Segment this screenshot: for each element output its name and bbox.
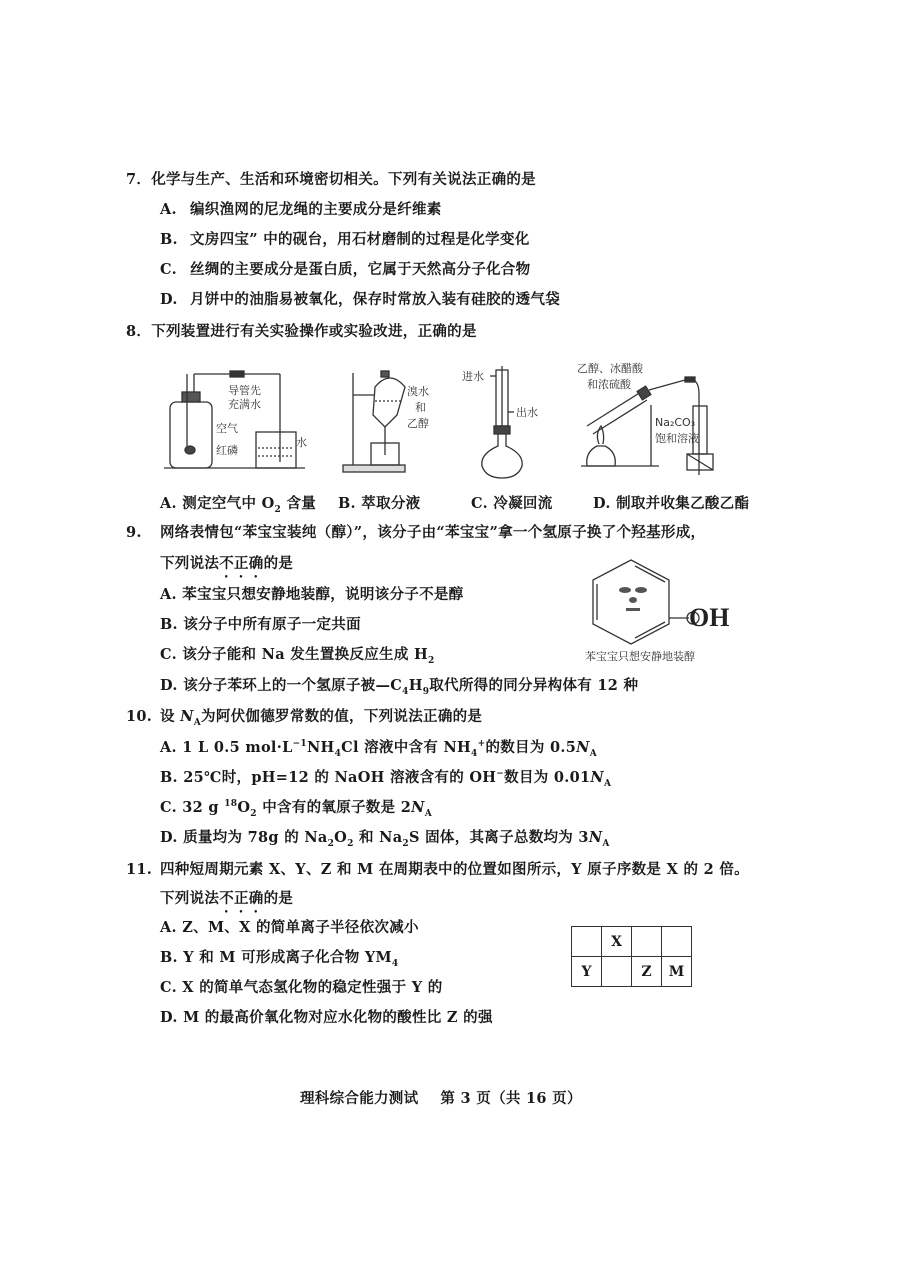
- emphasized-text: 不正确: [219, 555, 264, 572]
- stem-text: 四种短周期元素 X、Y、Z 和 M 在周期表中的位置如图所示，Y 原子序数是 X 的 2 倍。: [160, 861, 749, 878]
- option-text: 丝绸的主要成分是蛋白质，它属于天然高分子化合物: [190, 261, 531, 278]
- subscript: 2: [327, 838, 335, 849]
- q7-option-a: [160, 200, 442, 220]
- emphasized-text: 不正确: [219, 890, 264, 907]
- option-letter: B.: [160, 769, 178, 786]
- option-letter: C.: [160, 799, 177, 816]
- table-row: [572, 957, 692, 987]
- option-letter: B.: [160, 949, 178, 966]
- table-row: [572, 927, 692, 957]
- option-text: 数目为 0.01: [504, 769, 591, 786]
- stem-text: 的是: [263, 890, 294, 907]
- table-cell: [662, 927, 692, 957]
- option-text: 中含有的氧原子数是 2: [256, 799, 412, 816]
- q10-option-c: [160, 798, 432, 818]
- q9-stem: [126, 523, 705, 543]
- avogadro-symbol: N: [576, 739, 590, 756]
- diagram-b-separatory-funnel: [335, 365, 435, 477]
- option-text: 25℃时，pH=12 的 NaOH 溶液含有的 OH: [183, 769, 497, 786]
- label-c2: 出水: [516, 406, 538, 419]
- option-text: 编织渔网的尼龙绳的主要成分是纤维素: [190, 201, 442, 218]
- subscript: A: [603, 778, 612, 789]
- avogadro-symbol: N: [411, 799, 425, 816]
- option-text: 制取并收集乙酸乙酯: [616, 495, 750, 512]
- option-text: 苯宝宝只想安静地装醇，说明该分子不是醇: [182, 586, 464, 603]
- option-text: 质量均为 78g 的 Na: [183, 829, 328, 846]
- option-letter: D.: [160, 1009, 178, 1026]
- q8-option-a: [160, 494, 316, 514]
- label-a1: 导管先: [228, 384, 261, 397]
- q10-option-d: [160, 828, 610, 848]
- option-text: Y 和 M 可形成离子化合物 YM: [183, 949, 392, 966]
- q11-stem: [126, 860, 749, 880]
- option-text: 萃取分液: [361, 495, 421, 512]
- superscript: −1: [292, 739, 307, 750]
- oh-label: OH: [689, 603, 730, 632]
- question-number: 11.: [126, 861, 153, 878]
- diagram-a-oxygen-measurement: [160, 362, 310, 474]
- diagram-c-reflux-condenser: [460, 362, 550, 480]
- subscript: 4: [391, 958, 399, 969]
- option-text: Z、M、X 的简单离子半径依次减小: [182, 919, 419, 936]
- option-text: Cl 溶液中含有 NH: [341, 739, 472, 756]
- option-text: 月饼中的油脂易被氧化，保存时常放入装有硅胶的透气袋: [190, 291, 560, 308]
- q8-option-c: [471, 494, 553, 514]
- superscript: −: [496, 769, 505, 780]
- option-text: 1 L 0.5 mol·L: [182, 739, 293, 756]
- q10-option-b: [160, 768, 611, 788]
- table-cell: [572, 927, 602, 957]
- footer-page-number: 第 3 页（共 16 页）: [440, 1090, 582, 1107]
- option-text: H: [408, 677, 423, 694]
- option-text: 该分子苯环上的一个氢原子被—C: [183, 677, 403, 694]
- option-text: S 固体，其离子总数均为 3: [408, 829, 589, 846]
- option-text: 该分子能和 Na 发生置换反应生成 H: [182, 646, 428, 663]
- option-text: M 的最高价氧化物对应水化物的酸性比 Z 的强: [183, 1009, 493, 1026]
- subscript: A: [424, 808, 432, 819]
- question-number: 9.: [126, 524, 142, 541]
- superscript: 18: [224, 799, 238, 810]
- q11-option-c: [160, 978, 443, 998]
- option-text: 该分子中所有原子一定共面: [183, 616, 361, 633]
- option-letter: A.: [160, 739, 177, 756]
- option-letter: D.: [593, 495, 611, 512]
- subscript: A: [602, 838, 610, 849]
- periodic-table-fragment: [571, 926, 692, 987]
- q9-option-b: [160, 615, 361, 635]
- meme-face-icon: [619, 587, 647, 611]
- option-text: 文房四宝” 中的砚台，用石材磨制的过程是化学变化: [190, 231, 530, 248]
- option-text: O: [237, 799, 251, 816]
- subscript: 2: [347, 838, 354, 849]
- avogadro-symbol: N: [180, 708, 194, 725]
- option-letter: C.: [160, 979, 177, 996]
- table-cell: M: [662, 957, 692, 987]
- meme-caption: 苯宝宝只想安静地装醇: [585, 650, 695, 663]
- subscript: 4: [471, 748, 478, 759]
- avogadro-symbol: N: [588, 829, 603, 846]
- subscript: A: [589, 748, 597, 759]
- q7-stem: 7．化学与生产、生活和环境密切相关。下列有关说法正确的是: [126, 171, 536, 188]
- q7-option-c: [160, 260, 530, 280]
- option-letter: C.: [471, 495, 488, 512]
- option-letter: C.: [160, 261, 177, 278]
- q8-option-d: [593, 494, 749, 514]
- q8-option-b: [338, 494, 420, 514]
- table-cell: X: [602, 927, 632, 957]
- option-text: 测定空气中 O: [182, 495, 275, 512]
- q9-option-d: [160, 676, 638, 696]
- label-a5: 水: [296, 436, 307, 449]
- subscript: 2: [402, 838, 409, 849]
- option-letter: D.: [160, 291, 178, 308]
- q9-option-a: [160, 585, 463, 605]
- option-letter: D.: [160, 829, 178, 846]
- q11-option-b: [160, 948, 398, 968]
- label-d2: 和浓硫酸: [587, 378, 631, 391]
- footer-subject: 理科综合能力测试: [300, 1090, 419, 1107]
- option-letter: B.: [160, 231, 178, 248]
- option-letter: B.: [160, 616, 178, 633]
- label-a3: 空气: [216, 422, 238, 435]
- option-text: 32 g: [182, 799, 225, 816]
- label-a4: 红磷: [216, 444, 238, 457]
- label-b3: 乙醇: [407, 417, 429, 430]
- avogadro-symbol: N: [590, 769, 604, 786]
- option-text: NH: [307, 739, 335, 756]
- stem-text: 为阿伏伽德罗常数的值，下列说法正确的是: [201, 708, 483, 725]
- stem-text: 设: [160, 708, 181, 725]
- q11-option-d: [160, 1008, 493, 1028]
- q10-stem: [126, 707, 482, 727]
- option-text: 和 Na: [353, 829, 403, 846]
- option-letter: A.: [160, 495, 177, 512]
- question-number: 10.: [126, 708, 153, 725]
- subscript: 9: [422, 686, 430, 697]
- stem-text: 下列说法: [160, 890, 220, 907]
- label-d3: Na₂CO₃: [655, 416, 696, 429]
- table-cell: Z: [632, 957, 662, 987]
- stem-text: 下列说法: [160, 555, 220, 572]
- q11-stem-line2: [160, 889, 293, 916]
- phenol-meme-figure: [573, 556, 743, 668]
- subscript: A: [193, 717, 202, 728]
- label-c1: 进水: [462, 370, 484, 383]
- q8-stem: 8．下列装置进行有关实验操作或实验改进，正确的是: [126, 323, 477, 340]
- subscript: 2: [428, 655, 435, 666]
- option-text: 含量: [281, 495, 317, 512]
- label-b2: 和: [415, 401, 426, 414]
- label-a2: 充满水: [228, 398, 261, 411]
- q7-option-d: [160, 290, 560, 310]
- table-cell: Y: [572, 957, 602, 987]
- table-cell: [602, 957, 632, 987]
- q11-option-a: [160, 918, 419, 938]
- option-letter: A.: [160, 201, 177, 218]
- q9-option-c: [160, 645, 435, 665]
- label-d4: 饱和溶液: [655, 432, 699, 445]
- diagram-d-ethyl-acetate: [575, 360, 735, 475]
- subscript: 4: [334, 748, 342, 759]
- option-letter: B.: [338, 495, 356, 512]
- subscript: 2: [274, 504, 282, 515]
- label-d1: 乙醇、冰醋酸: [577, 362, 643, 375]
- option-letter: A.: [160, 919, 177, 936]
- label-b1: 溴水: [407, 385, 429, 398]
- option-text: 的数目为 0.5: [485, 739, 577, 756]
- option-text: O: [334, 829, 348, 846]
- option-text: 取代所得的同分异构体有 12 种: [429, 677, 639, 694]
- stem-text: 网络表情包“苯宝宝装纯（醇）”，该分子由“苯宝宝”拿一个氢原子换了个羟基形成，: [160, 524, 706, 541]
- table-cell: [632, 927, 662, 957]
- superscript: +: [477, 739, 486, 750]
- q7-option-b: [160, 230, 530, 250]
- subscript: 4: [402, 686, 409, 697]
- q9-stem-line2: [160, 554, 293, 581]
- page-footer: [300, 1087, 582, 1108]
- option-letter: A.: [160, 586, 177, 603]
- option-letter: C.: [160, 646, 177, 663]
- option-letter: D.: [160, 677, 178, 694]
- option-text: X 的简单气态氢化物的稳定性强于 Y 的: [182, 979, 443, 996]
- option-text: 冷凝回流: [493, 495, 553, 512]
- stem-text: 的是: [263, 555, 294, 572]
- subscript: 2: [250, 808, 257, 819]
- q10-option-a: [160, 738, 597, 758]
